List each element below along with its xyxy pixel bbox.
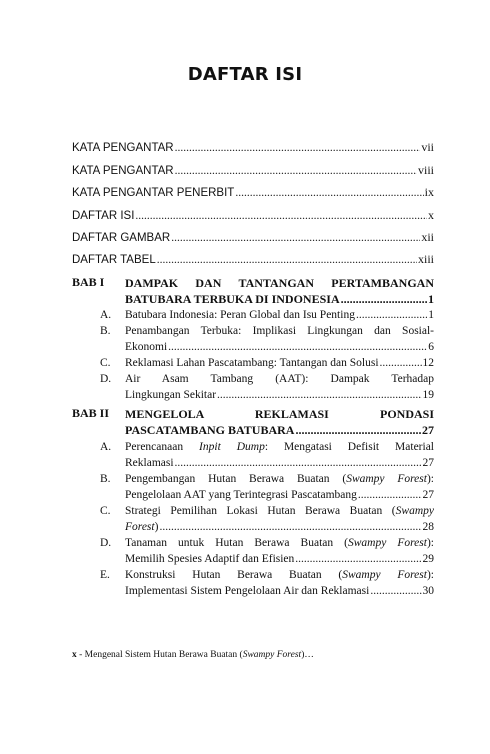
section-page: 6 (428, 341, 434, 353)
toc-entry-page: vii (421, 140, 434, 154)
section-title: Strategi Pemilihan Lokasi Hutan Berawa Buatan (Swampy (125, 505, 434, 517)
chapter-title (125, 406, 434, 438)
section-title: Tanaman untuk Hutan Berawa Buatan (Swampy Forest): (125, 537, 434, 549)
toc-entry-page: x (428, 208, 434, 222)
toc-entry-page: viii (417, 163, 434, 177)
section-title-cont: Pengelolaan AAT yang Terintegrasi Pascatambang (125, 489, 357, 501)
toc-entry-label: KATA PENGANTAR (72, 142, 174, 154)
section-title: Batubara Indonesia: Peran Global dan Isu Penting (125, 309, 355, 321)
toc-entry-page: ix (424, 185, 434, 199)
section-title: Pengembangan Hutan Berawa Buatan (Swampy Forest): (125, 473, 434, 485)
section-title-cont: Lingkungan Sekitar (125, 389, 217, 401)
dot-leader (380, 355, 422, 371)
section-page: 30 (422, 585, 434, 597)
dot-leader (235, 187, 423, 199)
section-letter: A. (100, 441, 112, 453)
dot-leader (168, 339, 427, 355)
dot-leader (175, 165, 417, 177)
section-page: 29 (422, 553, 434, 565)
chapter-label: BAB I (72, 275, 105, 289)
toc-entry-label: KATA PENGANTAR (72, 165, 174, 177)
footer-text: - Mengenal Sistem Hutan Berawa Buatan ( (76, 650, 243, 660)
toc-entry-page: xiii (417, 252, 434, 266)
section-title-cont: Ekonomi (125, 341, 168, 353)
toc-entry[interactable] (72, 208, 434, 223)
section-title: Penambangan Terbuka: Implikasi Lingkungan dan Sosial- (125, 325, 434, 337)
chapter-title-line: BATUBARA TERBUKA DI INDONESIA (125, 292, 340, 306)
footer-italic: Swampy Forest (242, 650, 302, 660)
section-page: 1 (428, 309, 434, 321)
toc-entry-label: DAFTAR GAMBAR (72, 232, 171, 244)
dot-leader (157, 254, 417, 266)
section-title: Air Asam Tambang (AAT): Dampak Terhadap (125, 373, 434, 385)
chapter-label: BAB II (72, 406, 110, 420)
toc-entry[interactable] (72, 230, 434, 245)
section-title: Reklamasi Lahan Pascatambang: Tantangan dan Solusi (125, 357, 379, 369)
footer-page-number: x (72, 650, 77, 660)
chapter-title-line: DAMPAK DAN TANTANGAN PERTAMBANGAN (125, 276, 434, 290)
section-page: 28 (422, 521, 434, 533)
section-page: 27 (422, 457, 434, 469)
section-title: Perencanaan Inpit Dump: Mengatasi Defisit Material (125, 441, 434, 453)
section-page: 12 (422, 357, 434, 369)
section-letter: A. (100, 309, 112, 321)
section-letter: D. (100, 537, 112, 549)
page-title: DAFTAR ISI (187, 64, 303, 85)
section-title-cont: Forest) (125, 521, 159, 533)
toc-entry-label: DAFTAR ISI (72, 210, 135, 222)
dot-leader (356, 307, 427, 323)
section-title-cont: Memilih Spesies Adaptif dan Efisien (125, 553, 295, 565)
section-title-cont: Reklamasi (125, 457, 174, 469)
toc-entry[interactable] (72, 252, 434, 267)
toc-entry-page: xii (421, 230, 434, 244)
section-letter: E. (100, 569, 110, 581)
toc-entry-label: KATA PENGANTAR PENERBIT (72, 187, 235, 199)
toc-entry[interactable] (72, 185, 434, 200)
toc-entry[interactable] (72, 140, 434, 155)
chapter-page: 27 (422, 423, 434, 437)
dot-leader (135, 210, 427, 222)
section-letter: B. (100, 325, 111, 337)
section-letter: C. (100, 357, 111, 369)
section-letter: B. (100, 473, 111, 485)
footer-text-end: )… (301, 650, 314, 660)
dot-leader (159, 519, 421, 535)
page-footer (72, 650, 314, 660)
section-page: 19 (422, 389, 434, 401)
dot-leader (217, 387, 421, 403)
toc-entry[interactable] (72, 163, 434, 178)
chapter-title (125, 275, 434, 307)
dot-leader (295, 551, 421, 567)
chapter-page: 1 (428, 292, 434, 306)
section-letter: C. (100, 505, 111, 517)
section-page: 27 (422, 489, 434, 501)
chapter-title-line: MENGELOLA REKLAMASI PONDASI (125, 407, 434, 421)
dot-leader (171, 232, 420, 244)
toc-entry-label: DAFTAR TABEL (72, 254, 156, 266)
section-letter: D. (100, 373, 112, 385)
dot-leader (358, 487, 422, 503)
dot-leader (295, 422, 421, 438)
section-title: Konstruksi Hutan Berawa Buatan (Swampy Forest): (125, 569, 434, 581)
dot-leader (175, 455, 422, 471)
chapter-title-line: PASCATAMBANG BATUBARA (125, 423, 295, 437)
dot-leader (175, 142, 421, 154)
section-title-cont: Implementasi Sistem Pengelolaan Air dan Reklamasi (125, 585, 370, 597)
dot-leader (341, 291, 427, 307)
dot-leader (370, 583, 421, 599)
